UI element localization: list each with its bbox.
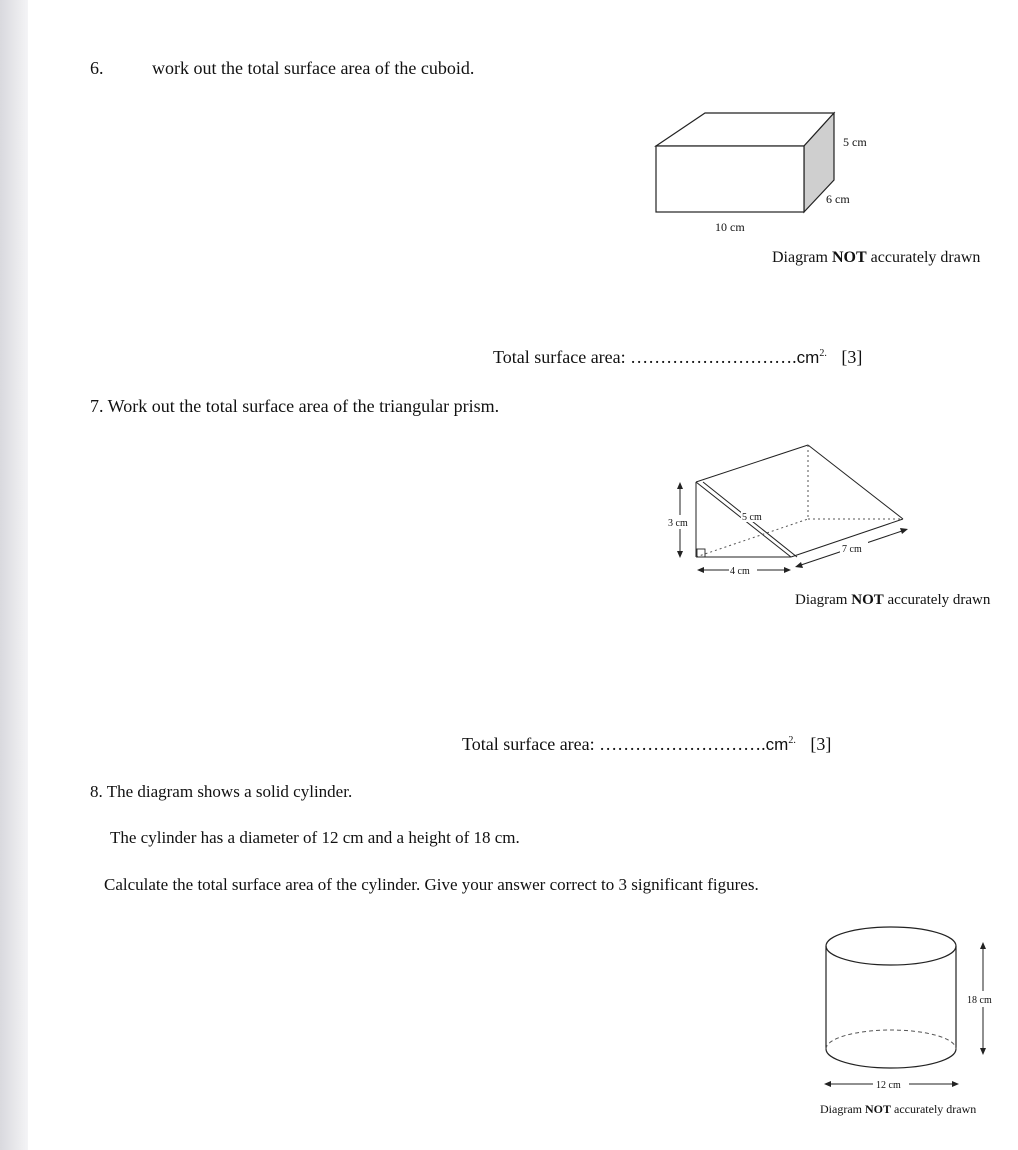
q6-answer-sup: 2. xyxy=(819,348,827,359)
cylinder-bottom-front-arc xyxy=(826,1049,956,1068)
question-8-line-1: The cylinder has a diameter of 12 cm and a height of 18 cm. xyxy=(110,828,520,847)
prism-length-arrow-head-right xyxy=(900,528,908,534)
q8-note-bold: NOT xyxy=(864,1102,891,1116)
q8-note-post: accurately drawn xyxy=(891,1102,977,1116)
cylinder-top-ellipse xyxy=(826,927,956,965)
cuboid-length-label: 10 cm xyxy=(715,220,745,234)
prism-base-arrow-head-left xyxy=(697,567,704,573)
q7-note-bold: NOT xyxy=(851,592,884,608)
cylinder-diagram xyxy=(824,927,1000,1091)
prism-hypotenuse-label: 5 cm xyxy=(742,512,762,523)
q7-diagram-note xyxy=(795,592,990,609)
q7-answer-blank[interactable]: ………………………. xyxy=(599,734,766,754)
q6-answer-blank[interactable]: ………………………. xyxy=(630,347,797,367)
cylinder-diameter-arrow-head-left xyxy=(824,1081,831,1087)
cuboid-front-face xyxy=(656,146,804,212)
triangular-prism-diagram xyxy=(668,445,908,577)
cuboid-height-label: 5 cm xyxy=(843,135,867,149)
q6-note-pre: Diagram xyxy=(772,249,832,266)
prism-back-slope-edge xyxy=(808,445,903,519)
cuboid-depth-label: 6 cm xyxy=(826,192,850,206)
q6-answer-label: Total surface area: xyxy=(493,347,626,367)
cylinder-height-arrow-head-bottom xyxy=(980,1048,986,1055)
prism-length-label: 7 cm xyxy=(842,544,862,555)
q7-answer-label: Total surface area: xyxy=(462,734,595,754)
q6-marks: [3] xyxy=(841,347,863,367)
question-6-number: 6. xyxy=(90,58,104,78)
q6-note-post: accurately drawn xyxy=(866,249,981,266)
q8-note-pre: Diagram xyxy=(820,1102,865,1116)
question-8-text: 8. The diagram shows a solid cylinder. xyxy=(90,782,353,801)
prism-base-label: 4 cm xyxy=(730,566,750,577)
question-7-text: 7. Work out the total surface area of the triangular prism. xyxy=(90,396,500,416)
q7-answer-sup: 2. xyxy=(788,735,796,746)
q7-answer-unit: cm xyxy=(765,735,789,754)
q7-marks: [3] xyxy=(810,734,832,754)
prism-length-arrow-head-left xyxy=(795,562,803,568)
cylinder-diameter-arrow-head-right xyxy=(952,1081,959,1087)
cylinder-bottom-hidden-arc xyxy=(826,1030,956,1049)
prism-height-arrow-head-bottom xyxy=(677,551,683,558)
cylinder-diameter-label: 12 cm xyxy=(876,1080,901,1091)
cuboid-diagram xyxy=(656,113,867,234)
q7-answer-line xyxy=(462,734,831,755)
q7-note-post: accurately drawn xyxy=(883,592,991,608)
prism-height-label: 3 cm xyxy=(668,518,688,529)
q6-answer-line xyxy=(493,347,862,368)
q8-diagram-note xyxy=(820,1102,976,1117)
prism-base-arrow-head-right xyxy=(784,567,791,573)
q6-answer-unit: cm xyxy=(796,348,820,367)
cuboid-top-face xyxy=(656,113,834,146)
prism-height-arrow-head-top xyxy=(677,482,683,489)
cylinder-height-label: 18 cm xyxy=(967,995,992,1006)
cylinder-height-arrow-head-top xyxy=(980,942,986,949)
q6-note-bold: NOT xyxy=(831,249,867,266)
question-8-line-2: Calculate the total surface area of the cylinder. Give your answer correct to 3 significant figures. xyxy=(104,875,759,894)
question-6-text: work out the total surface area of the cuboid. xyxy=(152,58,475,78)
prism-hidden-bottom-edge xyxy=(696,519,808,557)
q7-note-pre: Diagram xyxy=(795,592,852,608)
q6-diagram-note xyxy=(772,249,980,267)
prism-top-back-edge xyxy=(696,445,808,482)
